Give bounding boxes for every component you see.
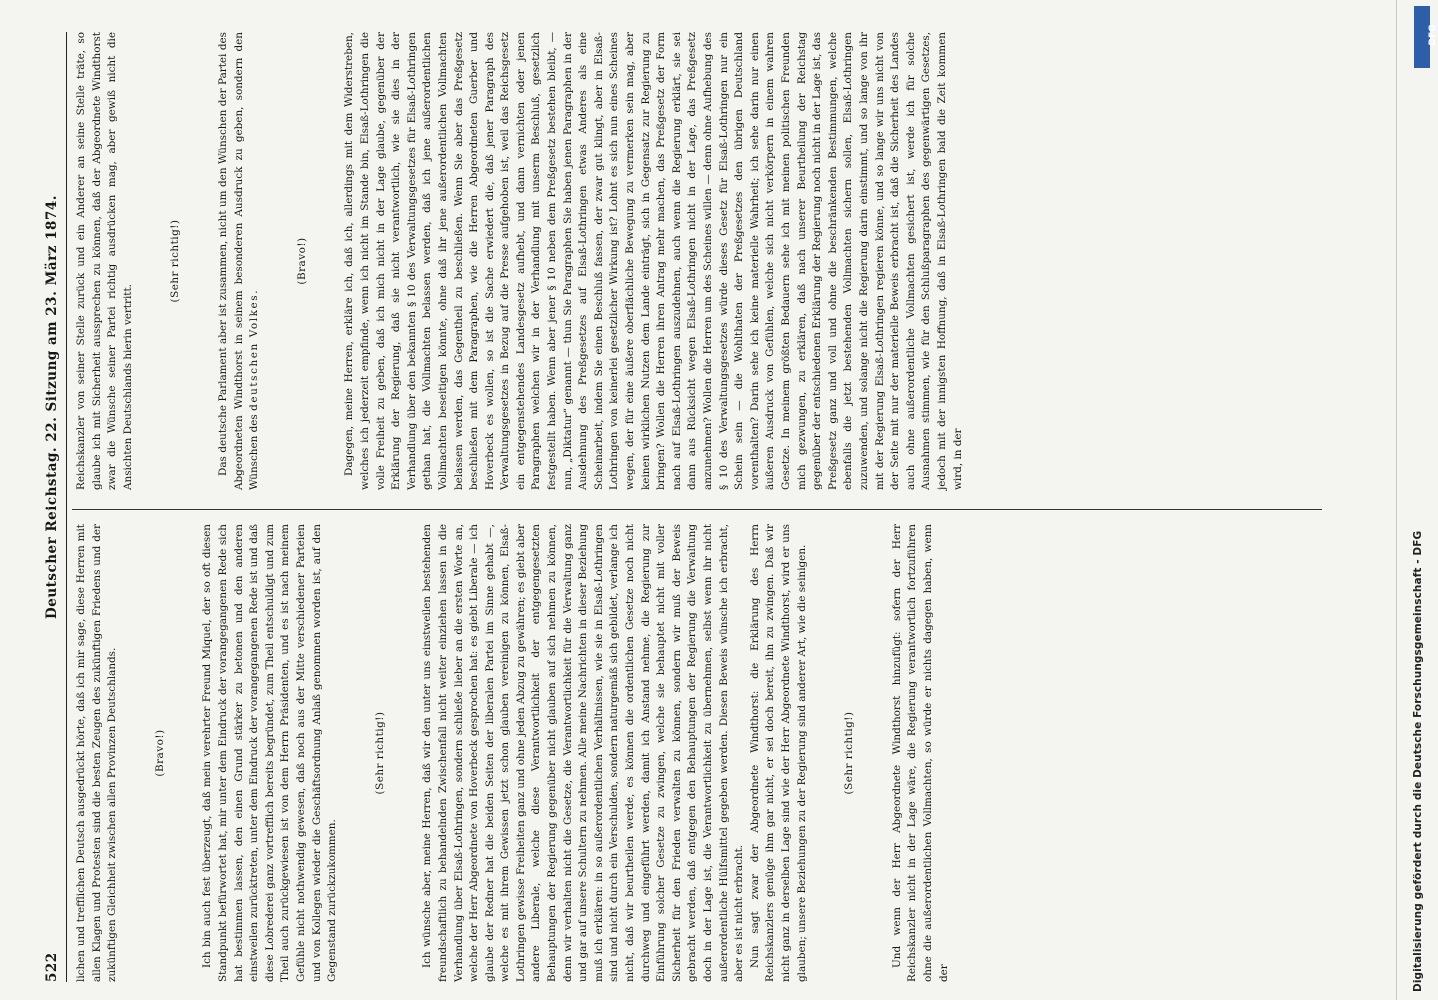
scan-edge-line [1396, 0, 1397, 1000]
paragraph: Reichskanzler von seiner Stelle zurück und ein Anderer an seine Stelle träte, so glaube ich mit Sicherheit aussprechen zu können, daß der Abgeordnete Windthorst zwar die Wünsche seiner Partei richtig ausdrücken mag, aber gewiß nicht die Ansichten Deutschlands hierin vertritt. [75, 32, 134, 490]
paragraph [216, 32, 263, 490]
page-header [40, 32, 67, 982]
interjection: (Bravo!) [295, 237, 308, 285]
emphasized-text: deutschen Volkes [248, 293, 261, 411]
left-column [74, 524, 1324, 982]
dfg-logo [1414, 6, 1438, 68]
paragraph: Dagegen, meine Herren, erkläre ich, daß ich, allerdings mit dem Widerstreben, welches ich jederzeit empfinde, wenn ich nicht im Stande bin, Elsaß-Lothringen die volle Freiheit zu geben, daß ich mich nicht in der Lage glaube, gegenüber der Erklärung der Regierung, daß sie nicht verantwortlich, wie sie dies in der Verhandlung über den bekannten § 10 des Verwaltungsgesetzes für Elsaß-Lothringen gethan hat, die Vollmachten belassen werden, daß ich jene außerordentlichen Vollmachten beseitigen könnte, ohne daß ihr jene außerordentlichen Vollmachten belassen werden, das Gegentheil zu beschließen. Wenn Sie aber das Preßgesetz beschließen mit dem Paragraphen, wie die Herren Abgeordneten Guerber und Hoverbeck es wollen, so ist die Sache erwiedert die, daß jener Paragraph des Verwaltungsgesetzes in Bezug auf die Presse aufgehoben ist, weil das Reichsgesetz ein entgegenstehendes Landesgesetz aufhebt, und dann vernichten oder jenen Paragraphen welchen wir in der Verhandlung mit unserm Beschluß, gesetzlich festgestellt haben. Wenn aber jener § 10 neben dem Preßgesetz bestehen bleibt, — nun, „Diktatur“ genannt — thun Sie Paragraphen Sie haben jenen Paragraphen in der Ausdehnung des Preßgesetzes auf Elsaß-Lothringen etwas Anderes als eine Scheinarbeit, indem Sie einen Beschluß fassen, der zwar gut klingt, aber in Elsaß-Lothringen von keinerlei gesetzlicher Wirkung ist? Lohnt es sich nun eines Scheines wegen, der für eine äußere oberflächliche Bewegung zu vermerken sein mag, aber keinen wirklichen Nutzen dem Lande einträgt, sich in Gegensatz zur Regierung zu bringen? Wollen die Herren ihren Antrag mehr machen, das Preßgesetz der Form nach auf Elsaß-Lothringen auszudehnen, auch wenn die Regierung erklärt, sie sei dann aus Rücksicht wegen Elsaß-Lothringen nicht in der Lage, das Preßgesetz anzunehmen? Wollen die Herren um des Scheines willen — denn ohne Aufhebung des § 10 des Verwaltungsgesetzes würde dieses Gesetz für Elsaß-Lothringen nur ein Schein sein — die Wohlthaten der Preßgesetzes den übrigen Deutschland vorenthalten? Darin sehe ich keine materielle Wahrheit; ich sehe darin nur einen äußeren Ausdruck von Gefühlen, welche sich nicht verkörpern in einem wahren Gesetze. In meinem größten Bedauern sehe ich mit meinen politischen Freunden mich gezwungen, zu erklären, daß nach unserer Beurtheilung der Reichstag gegenüber der entschiedenen Erklärung der Regierung noch nicht in der Lage ist, das Preßgesetz ganz und voll und ohne die beschränkenden Bestimmungen, welche ebenfalls die jetzt bestehenden Vollmachten sichern sollen, Elsaß-Lothringen zuzuwenden, und solange nicht die Regierung darin einstimmt, und so lange von ihr mit der Regierung Elsaß-Lothringen regieren könne, und so lange wir uns nicht von der Seite mit nur der materielle Beweis erbracht ist, daß die Sicherheit des Landes auch ohne außerordentliche Vollmachten gesichert ist, werde ich für solche Ausnahmen stimmen, wie für den Schlußparagraphen des gegenwärtigen Gesetzes, jedoch mit der innigsten Hoffnung, daß in Elsaß-Lothringen bald die Zeit kommen wird, in der [343, 32, 964, 490]
text-run: . [248, 290, 261, 294]
page-title: Deutscher Reichstag. 22. Sitzung am 23. März 1874. [44, 195, 60, 619]
page-number: 522 [44, 952, 60, 982]
text-run: Das deutsche Parlament aber ist zusammen, nicht um den Wünschen der Partei des Abgeordneten Windthorst in seinem besonderen Ausdruck zu geben, sondern den Wünschen des [216, 32, 261, 490]
digitization-credit: Digitalisierung gefördert durch die Deutsche Forschungsgemeinschaft - DFG [1412, 530, 1424, 992]
interjection: (Sehr richtig!) [169, 219, 182, 303]
interjection: (Sehr richtig!) [843, 711, 856, 795]
column-divider [72, 509, 1322, 510]
right-column [74, 32, 1324, 490]
interjection: (Bravo!) [153, 729, 166, 777]
paragraph: Nun sagt zwar der Abgeordnete Windthorst: die Erklärung des Herrn Reichskanzlers genüge ihm gar nicht, er sei doch bereit, ihn zu zwingen. Daß wir nicht ganz in derselben Lage sind wie der Herr Abgeordnete Windthorst, wird er uns glauben; unsere Beziehungen zu der Regierung sind anderer Art, wie die seinigen. [748, 524, 808, 982]
paragraph: Und wenn der Herr Abgeordnete Windthorst hinzufügt: sofern der Herr Reichskanzler nicht in der Lage wäre, die Regierung verantwortlich fortzuführen ohne die außerordentlichen Vollmachten, so würde er nichts dagegen haben, wenn der [890, 524, 950, 982]
paragraph: Ich wünsche aber, meine Herren, daß wir den unter uns einstweilen bestehenden freundschaftlich zu behandelnden Zwischenfall nicht weiter einziehen lassen in die Verhandlung über Elsaß-Lothringen, sondern schließe lieber an die ersten Worte an, welche der Herr Abgeordnete von Hoverbeck gesprochen hat: es giebt Liberale — ich glaube der Redner hat die beiden Seiten der liberalen Partei im Sinne gehabt —, welche es mit ihrem Gewissen jetzt schon glauben vereinigen zu können, Elsaß-Lothringen gewisse Freiheiten ganz und ohne jeden Abzug zu gewähren; es giebt aber andere Liberale, welche diese Verantwortlichkeit der entgegengesetzten Behauptungen der Regierung gegenüber nicht glauben auf sich nehmen zu können, denn wir verhalten nicht die Gesetze, die Verantwortlichkeit für die Verwaltung ganz und gar auf unsere Schultern zu nehmen. Alle meine Nachrichten in dieser Beziehung muß ich erklären: in so außerordentlichen Verhältnissen, wie sie in Elsaß-Lothringen sind und nicht durch ein Verschulden, sondern naturgemäß sich gebildet, verlange ich nicht, daß wir beurtheilen werde, es können die ordentlichen Gesetze noch nicht durchweg und eingeführt werden, damit ich Anstand nehme, die Regierung zur Einführung solcher Gesetze zu zwingen, welche sie behauptet nicht mit voller Sicherheit für den Frieden verwalten zu können, sondern wir muß der Beweis gebracht werden, daß entgegen den Behauptungen der Regierung die Verwaltung doch in der Lage ist, die Verantwortlichkeit zu übernehmen, selbst wenn ihr nicht außerordentliche Hülfsmittel gegeben werden. Diesen Beweis wünsche ich erbracht, aber es ist nicht erbracht. [421, 524, 746, 982]
paragraph: Ich bin auch fest überzeugt, daß mein verehrter Freund Miquel, der so oft diesen Standpunkt befürwortet hat, mir unter dem Eindruck der vorangegangenen Rede sich hat bestimmen lassen, den einen Grund stärker zu betonen und den anderen einstweilen zurücktreten, unter dem Eindruck der vorangegangenen Rede ist und daß diese Lobrederei ganz vortrefflich bereits begründet, zum Theil entschuldigt und zum Theil auch zurückgewiesen ist von dem Herrn Präsidenten, und es ist nach meinem Gefühle nicht nothwendig gewesen, daß noch aus der Mitte verschiedener Parteien und von Kollegen wieder die Geschäftsordnung Anlaß genommen worden ist, auf den Gegenstand zurückzukommen. [201, 524, 339, 982]
paragraph: lichen und trefflichen Deutsch ausgedrückt hörte, daß ich mir sage, diese Herren mit allen Klagen und Protesten sind die besten Zeugen des zukünftigen Friedens und der zukünftigen Gleichheit zwischen allen Provinzen Deutschlands. [75, 524, 119, 982]
interjection: (Sehr richtig!) [373, 711, 386, 795]
dfg-logo-text: DFG [1428, 24, 1438, 46]
newspaper-page [40, 10, 1365, 982]
